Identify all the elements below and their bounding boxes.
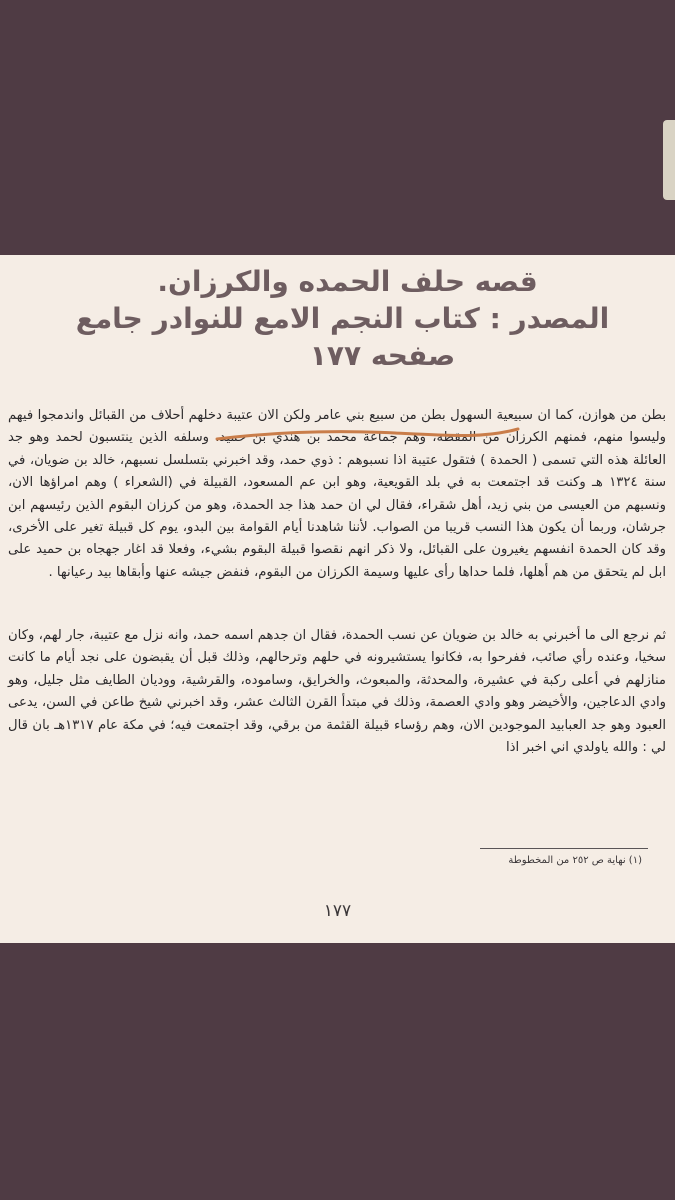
title-line-story: قصه حلف الحمده والكرزان. (157, 265, 538, 298)
footnote-divider (480, 848, 648, 849)
title-line-source: المصدر : كتاب النجم الامع للنوادر جامع (75, 302, 610, 335)
side-scroll-tab (663, 120, 675, 200)
body-paragraph-1: بطن من هوازن، كما ان سبيعية السهول بطن من سبيع بني عامر ولكن الان عتيبة دخلهم أحلاف من القبائل واندمجوا فيهم وليسوا منهم، فمنهم الكرزان من المقطه، وهم جماعة محمد بن هندي بن حميد، وسلفه الذين ينتسبون لحمد وهو جد العائلة هذه التي تسمى ( الحمدة ) فتقول عتيبة اذا نسبوهم : ذوي حمد، وقد اخبرني بتسلسل نسبهم، خالد بن ضويان، في سنة ١٣٢٤ هـ وكنت قد اجتمعت به في بلد القويعية، وهو ابن عم المسعود، القبيلة في (الشعراء ) وهم امراؤها الان، ونسبهم من العيسى من بني زيد، أهل شقراء، فقال لي ان حمد هذا جد الحمدة، وهو من كرزان البقوم الذين رئيسهم ابن جرشان، وربما أن يكون هذا النسب قريبا من الصواب. لأننا شاهدنا أيام القوامة بين البدو، يوم كل قبيلة تغير على الأخرى، وقد كان الحمدة انفسهم يغيرون على القبائل، ولا ذكر انهم نقصوا قبيلة البقوم بشيء، وفعلا قد اغار جهجاه بن حميد على ابل لم يتحقق من هم أهلها، فلما حداها رأى عليها وسيمة الكرزان من البقوم، فنفض جيشه عنها وأبقاها بيد رعيانها . (8, 408, 666, 580)
page-number: ١٧٧ (323, 901, 352, 921)
title-block (0, 263, 675, 374)
book-page (0, 255, 675, 943)
body-paragraph-2: ثم نرجع الى ما أخبرني به خالد بن ضويان عن نسب الحمدة، فقال ان جدهم اسمه حمد، وانه نزل مع عتيبة، جار لهم، وكان سخيا، وعنده رأي صائب، ففرحوا به، فكانوا يستشيرونه في حلهم وترحالهم، وذلك قبل أن يقبضون على نجد أيام ما كانت منازلهم في أعلى ركبة في عشيرة، والمحدثة، والمبعوث، والخرايق، وساموده، والقرشية، ووديان الطايف مثل جليل، وهو وادي الدعاجين، والأخيضر وهو وادي العصمة، وذلك في مبتدأ القرن الثالث عشر، وقد اخبرني شيخ طاعن في السن، يدعى العبود وهو جد العبابيد الموجودين الان، وهم رؤساء قبيلة القثمة من برقي، وقد اجتمعت فيه؛ في مكة عام ١٣١٧هـ بان قال لي : والله ياولدي اني اخبر اذا (8, 628, 667, 756)
footnote: (١) نهاية ص ٢٥٢ من المخطوطة (508, 855, 642, 866)
title-line-page: صفحه ١٧٧ (309, 339, 456, 372)
